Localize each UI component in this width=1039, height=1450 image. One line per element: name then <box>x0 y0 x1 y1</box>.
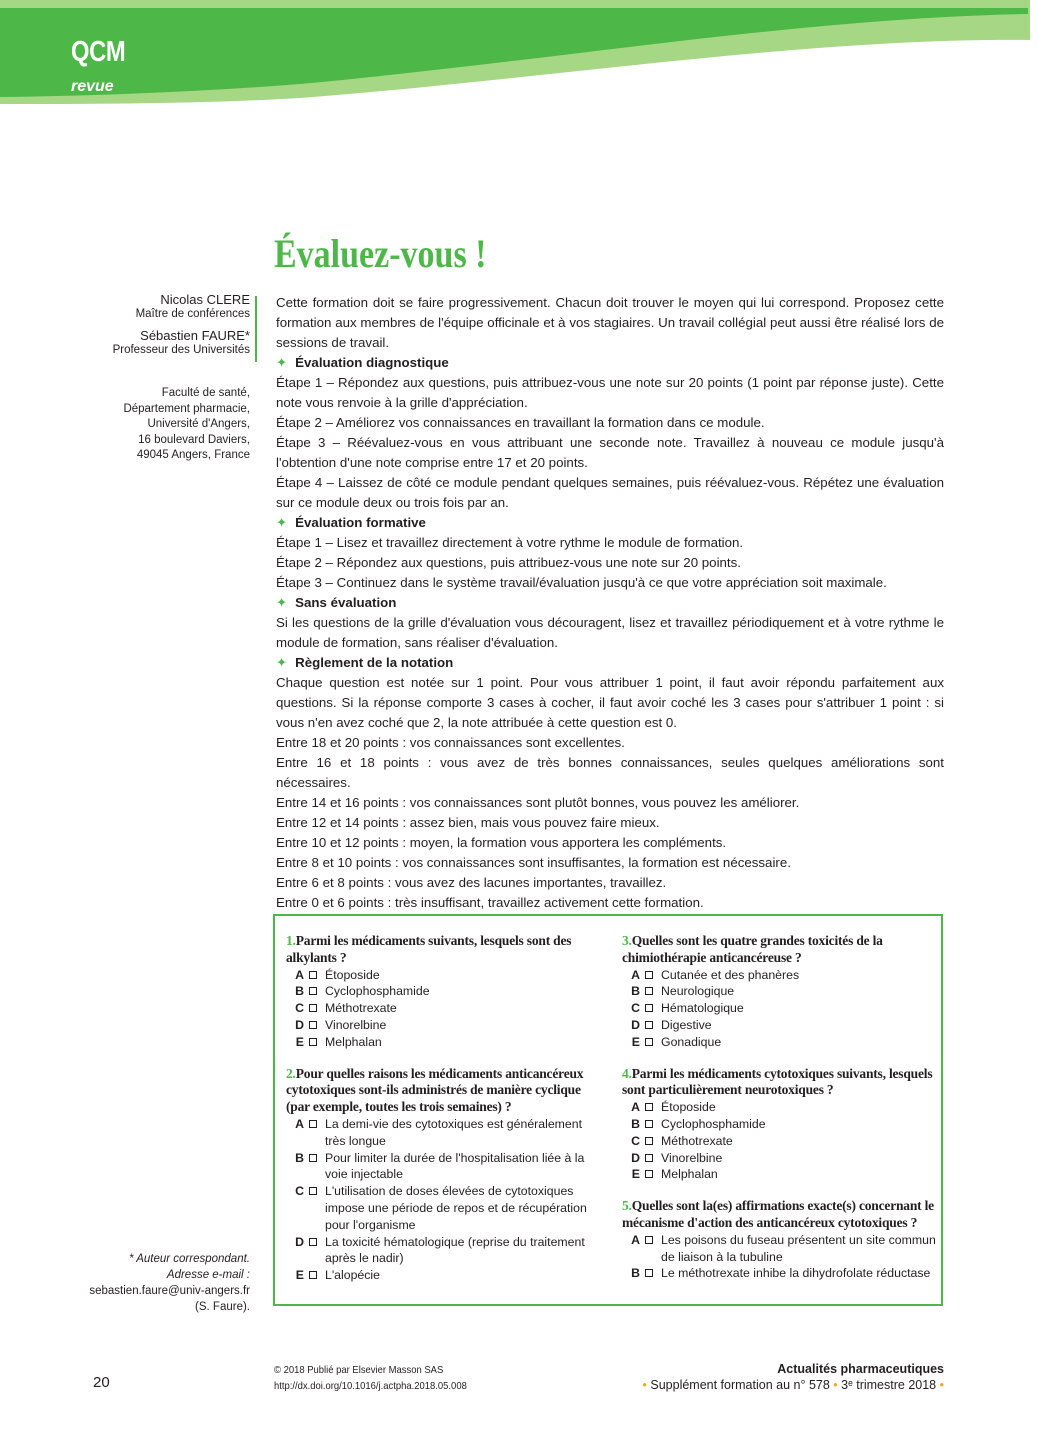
body-line: Étape 2 – Améliorez vos connaissances en travaillant la formation dans ce module. <box>276 415 765 430</box>
quiz-column-left <box>286 933 602 1299</box>
doi-link[interactable]: http://dx.doi.org/10.1016/j.actpha.2018.05.008 <box>274 1380 467 1392</box>
intro-paragraph: Cette formation doit se faire progressivement. Chacun doit trouver le moyen qui lui correspond. Proposez cette formation aux membres de l'équipe officinale et à vos stagiaires. Un travail collégial peut aussi être réalisé lors de sessions de travail. <box>276 295 944 350</box>
checkbox[interactable] <box>309 1154 317 1162</box>
affiliation-line: 16 boulevard Daviers, <box>138 433 250 446</box>
body-line: Entre 6 et 8 points : vous avez des lacunes importantes, travaillez. <box>276 875 667 890</box>
answer-option[interactable]: D Vinorelbine <box>631 1150 723 1165</box>
checkbox[interactable] <box>645 1120 653 1128</box>
answer-option[interactable]: A Étoposide <box>631 1100 716 1115</box>
section-heading: ✦ Règlement de la notation <box>276 655 454 670</box>
bullet-icon: • <box>642 1378 647 1392</box>
question <box>622 1066 938 1184</box>
author-name: Nicolas CLERE <box>160 292 250 307</box>
authors-block <box>113 292 250 364</box>
answer-option[interactable]: E Gonadique <box>631 1034 722 1049</box>
checkbox[interactable] <box>645 1103 653 1111</box>
question <box>622 933 938 1051</box>
question-text: 1.Parmi les médicaments suivants, lesquels sont des alkylants ? <box>286 933 572 965</box>
question <box>286 933 602 1051</box>
journal-info <box>643 1361 945 1393</box>
bullet-icon: • <box>939 1378 944 1392</box>
section-heading: ✦ Sans évaluation <box>276 595 397 610</box>
question-text: 5.Quelles sont la(es) affirmations exacte(s) concernant le mécanisme d'action des anticancéreux cytotoxiques ? <box>622 1198 934 1230</box>
body-line: Entre 0 et 6 points : très insuffisant, travaillez activement cette formation. <box>276 895 704 910</box>
quiz-box <box>273 914 943 1306</box>
body-line: Entre 8 et 10 points : vos connaissances sont insuffisantes, la formation est nécessaire. <box>276 855 791 870</box>
banner-dark-wave <box>0 8 1028 97</box>
answer-option[interactable]: E Melphalan <box>631 1167 718 1182</box>
copyright: © 2018 Publié par Elsevier Masson SAS <box>274 1364 444 1376</box>
question <box>622 1198 938 1282</box>
body-line: Étape 2 – Répondez aux questions, puis attribuez-vous une note sur 20 points. <box>276 555 741 570</box>
checkbox[interactable] <box>645 1269 653 1277</box>
affiliation <box>123 386 250 464</box>
answer-option[interactable]: C Méthotrexate <box>295 1001 397 1016</box>
question-text: 4.Parmi les médicaments cytotoxiques suivants, lesquels sont particulièrement neurotoxiques ? <box>622 1065 933 1098</box>
checkbox[interactable] <box>309 1120 317 1128</box>
answer-option[interactable]: C L'utilisation de doses élevées de cytotoxiques impose une période de repos et de récupération pour l'organisme <box>295 1184 587 1232</box>
body-line: Entre 16 et 18 points : vous avez de très bonnes connaissances, seules quelques améliorations sont nécessaires. <box>276 755 944 790</box>
plus-icon: ✦ <box>276 655 288 670</box>
plus-icon: ✦ <box>276 515 288 530</box>
answer-option[interactable]: D La toxicité hématologique (reprise du traitement après le nadir) <box>295 1234 585 1266</box>
answer-option[interactable]: B Pour limiter la durée de l'hospitalisation liée à la voie injectable <box>295 1150 585 1182</box>
answer-option[interactable]: E Melphalan <box>295 1034 382 1049</box>
checkbox[interactable] <box>645 1170 653 1178</box>
body-line: Étape 4 – Laissez de côté ce module pendant quelques semaines, puis réévaluez-vous. Répétez une évaluation sur ce module deux ou trois fois par an. <box>276 475 944 510</box>
publisher-info <box>274 1362 467 1394</box>
page-number: 20 <box>93 1374 110 1391</box>
answer-option[interactable]: D Vinorelbine <box>295 1017 387 1032</box>
checkbox[interactable] <box>645 1154 653 1162</box>
correspondence-line: Adresse e-mail : <box>166 1269 250 1281</box>
subsection-label: revue <box>71 78 114 95</box>
header-banner <box>0 0 1039 130</box>
correspondence-note <box>89 1251 250 1315</box>
author-divider <box>255 296 257 362</box>
body-line: Étape 3 – Continuez dans le système travail/évaluation jusqu'à ce que votre appréciation soit maximale. <box>276 575 887 590</box>
body-line: Entre 12 et 14 points : assez bien, mais vous pouvez faire mieux. <box>276 815 660 830</box>
correspondence-line: (S. Faure). <box>195 1301 250 1313</box>
answer-option[interactable]: A La demi-vie des cytotoxiques est généralement très longue <box>295 1116 583 1148</box>
answer-option[interactable]: B Le méthotrexate inhibe la dihydrofolate réductase <box>631 1266 931 1281</box>
body-line: Entre 14 et 16 points : vos connaissances sont plutôt bonnes, vous pouvez les améliorer. <box>276 795 800 810</box>
bullet-icon: • <box>833 1378 838 1392</box>
instructions-body <box>276 293 944 913</box>
checkbox[interactable] <box>309 971 317 979</box>
affiliation-line: Faculté de santé, <box>161 387 250 399</box>
checkbox[interactable] <box>645 987 653 995</box>
checkbox[interactable] <box>645 971 653 979</box>
answer-option[interactable]: B Neurologique <box>631 984 735 999</box>
body-line: Entre 18 et 20 points : vos connaissances sont excellentes. <box>276 735 625 750</box>
checkbox[interactable] <box>309 1187 317 1195</box>
answer-option[interactable]: E L'alopécie <box>295 1268 380 1283</box>
checkbox[interactable] <box>309 1038 317 1046</box>
affiliation-line: 49045 Angers, France <box>136 449 250 461</box>
answer-option[interactable]: D Digestive <box>631 1017 712 1032</box>
body-line: Entre 10 et 12 points : moyen, la formation vous apportera les compléments. <box>276 835 727 850</box>
affiliation-line: Département pharmacie, <box>123 402 250 415</box>
section-heading: ✦ Évaluation diagnostique <box>276 355 449 370</box>
correspondence-email[interactable]: sebastien.faure@univ-angers.fr <box>89 1285 250 1297</box>
journal-issue: • Supplément formation au n° 578 • 3ᵉ trimestre 2018 • <box>642 1378 944 1392</box>
author-role: Maître de conférences <box>135 308 250 320</box>
plus-icon: ✦ <box>276 355 288 370</box>
section-label: QCM <box>71 36 126 68</box>
body-line: Étape 1 – Répondez aux questions, puis attribuez-vous une note sur 20 points (1 point par réponse juste). Cette note vous renvoie à la grille d'appréciation. <box>276 375 944 410</box>
checkbox[interactable] <box>645 1021 653 1029</box>
answer-option[interactable]: A Les poisons du fuseau présentent un site commun de liaison à la tubuline <box>631 1232 936 1264</box>
body-line: Si les questions de la grille d'évaluation vous découragent, lisez et travaillez périodiquement et à votre rythme le module de formation, sans réaliser d'évaluation. <box>276 615 944 650</box>
correspondence-line: * Auteur correspondant. <box>128 1253 250 1265</box>
body-line: Étape 3 – Réévaluez-vous en vous attribuant une seconde note. Travaillez à nouveau ce module jusqu'à l'obtention d'une note comprise entre 17 et 20 points. <box>276 435 944 470</box>
author-role: Professeur des Universités <box>112 344 250 356</box>
answer-option[interactable]: B Cyclophosphamide <box>295 984 430 999</box>
answer-option[interactable]: B Cyclophosphamide <box>631 1116 766 1131</box>
body-line: Chaque question est notée sur 1 point. Pour vous attribuer 1 point, il faut avoir répondu parfaitement aux questions. Si la réponse comporte 3 cases à cocher, il faut avoir coché les 3 cases pour s'attribuer 1 point : si vous n'en avez coché que 2, la note attribuée à cette question est 0. <box>276 675 944 730</box>
question-text: 2.Pour quelles raisons les médicaments anticancéreux cytotoxiques sont-ils administrés de manière cyclique (par exemple, toutes les trois semaines) ? <box>286 1065 584 1115</box>
author-name: Sébastien FAURE* <box>140 328 250 343</box>
answer-option[interactable]: C Hématologique <box>631 1001 744 1016</box>
checkbox[interactable] <box>645 1137 653 1145</box>
answer-option[interactable]: A Cutanée et des phanères <box>631 967 800 982</box>
affiliation-line: Université d'Angers, <box>147 418 250 430</box>
checkbox[interactable] <box>309 1021 317 1029</box>
checkbox[interactable] <box>309 987 317 995</box>
checkbox[interactable] <box>309 1271 317 1279</box>
checkbox[interactable] <box>645 1236 653 1244</box>
question <box>286 1066 602 1284</box>
section-heading: ✦ Évaluation formative <box>276 515 426 530</box>
question-text: 3.Quelles sont les quatre grandes toxicités de la chimiothérapie anticancéreuse ? <box>622 933 883 965</box>
answer-option[interactable]: C Méthotrexate <box>631 1133 733 1148</box>
checkbox[interactable] <box>309 1004 317 1012</box>
checkbox[interactable] <box>645 1004 653 1012</box>
journal-title: Actualités pharmaceutiques <box>777 1362 944 1376</box>
checkbox[interactable] <box>309 1238 317 1246</box>
quiz-column-right <box>622 933 938 1297</box>
page-title: Évaluez-vous ! <box>274 231 487 276</box>
body-line: Étape 1 – Lisez et travaillez directement à votre rythme le module de formation. <box>276 535 744 550</box>
plus-icon: ✦ <box>276 595 288 610</box>
checkbox[interactable] <box>645 1038 653 1046</box>
answer-option[interactable]: A Étoposide <box>295 967 380 982</box>
